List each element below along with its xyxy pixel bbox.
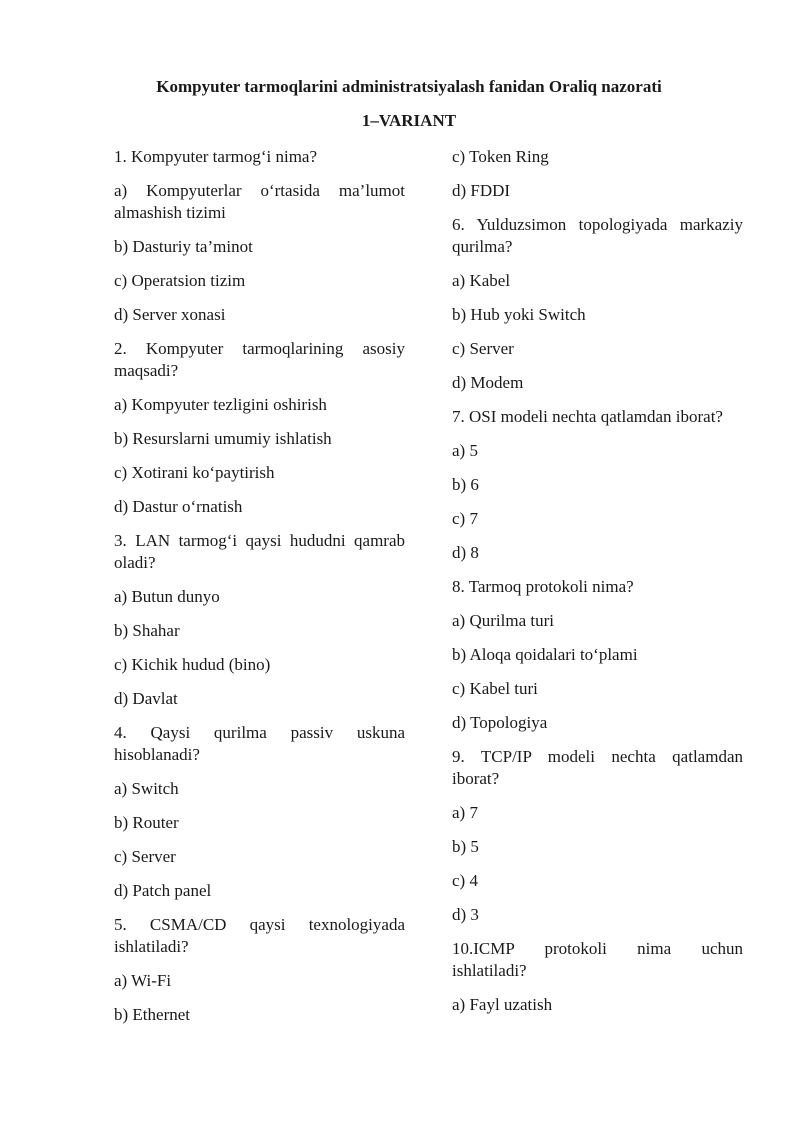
- question-text: 4. Qaysi qurilma passiv uskuna hisoblanadi?: [114, 723, 405, 764]
- right-column: [452, 146, 743, 1028]
- question-text: 3. LAN tarmog‘i qaysi hududni qamrab oladi?: [114, 531, 405, 572]
- answer-option: a) Wi-Fi: [114, 971, 172, 990]
- answer-option: a) 5: [452, 441, 478, 460]
- question-text: 1. Kompyuter tarmog‘i nima?: [114, 147, 318, 166]
- answer-option: d) Topologiya: [452, 713, 548, 732]
- answer-option: a) Butun dunyo: [114, 587, 220, 606]
- question-text: 8. Tarmoq protokoli nima?: [452, 577, 634, 596]
- answer-option: a) Switch: [114, 779, 179, 798]
- answer-option: c) Kichik hudud (bino): [114, 655, 271, 674]
- answer-option: c) Xotirani ko‘paytirish: [114, 463, 275, 482]
- question-text: 5. CSMA/CD qaysi texnologiyada ishlatiladi?: [114, 915, 405, 956]
- answer-option: d) 8: [452, 543, 479, 562]
- answer-option: d) FDDI: [452, 181, 511, 200]
- answer-option: c) 4: [452, 871, 478, 890]
- question-text: 2. Kompyuter tarmoqlarining asosiy maqsadi?: [114, 339, 405, 380]
- answer-option: a) Kompyuterlar o‘rtasida ma’lumot almashish tizimi: [114, 181, 405, 222]
- answer-option: c) Token Ring: [452, 147, 549, 166]
- answer-option: d) 3: [452, 905, 479, 924]
- document-title: Kompyuter tarmoqlarini administratsiyalash fanidan Oraliq nazorati: [156, 77, 662, 96]
- answer-option: d) Dastur o‘rnatish: [114, 497, 243, 516]
- answer-option: b) 5: [452, 837, 479, 856]
- left-column: [114, 146, 405, 1038]
- answer-option: b) 6: [452, 475, 479, 494]
- answer-option: a) 7: [452, 803, 478, 822]
- answer-option: c) Kabel turi: [452, 679, 538, 698]
- answer-option: b) Dasturiy ta’minot: [114, 237, 253, 256]
- question-text: 6. Yulduzsimon topologiyada markaziy qurilma?: [452, 215, 743, 256]
- answer-option: d) Davlat: [114, 689, 178, 708]
- question-text: 10.ICMP protokoli nima uchun ishlatiladi?: [452, 939, 743, 980]
- answer-option: c) Operatsion tizim: [114, 271, 246, 290]
- answer-option: a) Fayl uzatish: [452, 995, 553, 1014]
- answer-option: a) Qurilma turi: [452, 611, 554, 630]
- answer-option: b) Resurslarni umumiy ishlatish: [114, 429, 332, 448]
- answer-option: b) Shahar: [114, 621, 180, 640]
- answer-option: a) Kabel: [452, 271, 511, 290]
- answer-option: d) Server xonasi: [114, 305, 226, 324]
- answer-option: c) Server: [114, 847, 176, 866]
- answer-option: b) Router: [114, 813, 179, 832]
- question-text: 7. OSI modeli nechta qatlamdan iborat?: [452, 407, 723, 426]
- answer-option: b) Hub yoki Switch: [452, 305, 586, 324]
- variant-heading: 1–VARIANT: [361, 111, 457, 130]
- answer-option: d) Patch panel: [114, 881, 212, 900]
- answer-option: a) Kompyuter tezligini oshirish: [114, 395, 327, 414]
- answer-option: c) Server: [452, 339, 514, 358]
- answer-option: d) Modem: [452, 373, 524, 392]
- answer-option: c) 7: [452, 509, 478, 528]
- question-text: 9. TCP/IP modeli nechta qatlamdan iborat?: [452, 747, 743, 788]
- answer-option: b) Ethernet: [114, 1005, 190, 1024]
- answer-option: b) Aloqa qoidalari to‘plami: [452, 645, 638, 664]
